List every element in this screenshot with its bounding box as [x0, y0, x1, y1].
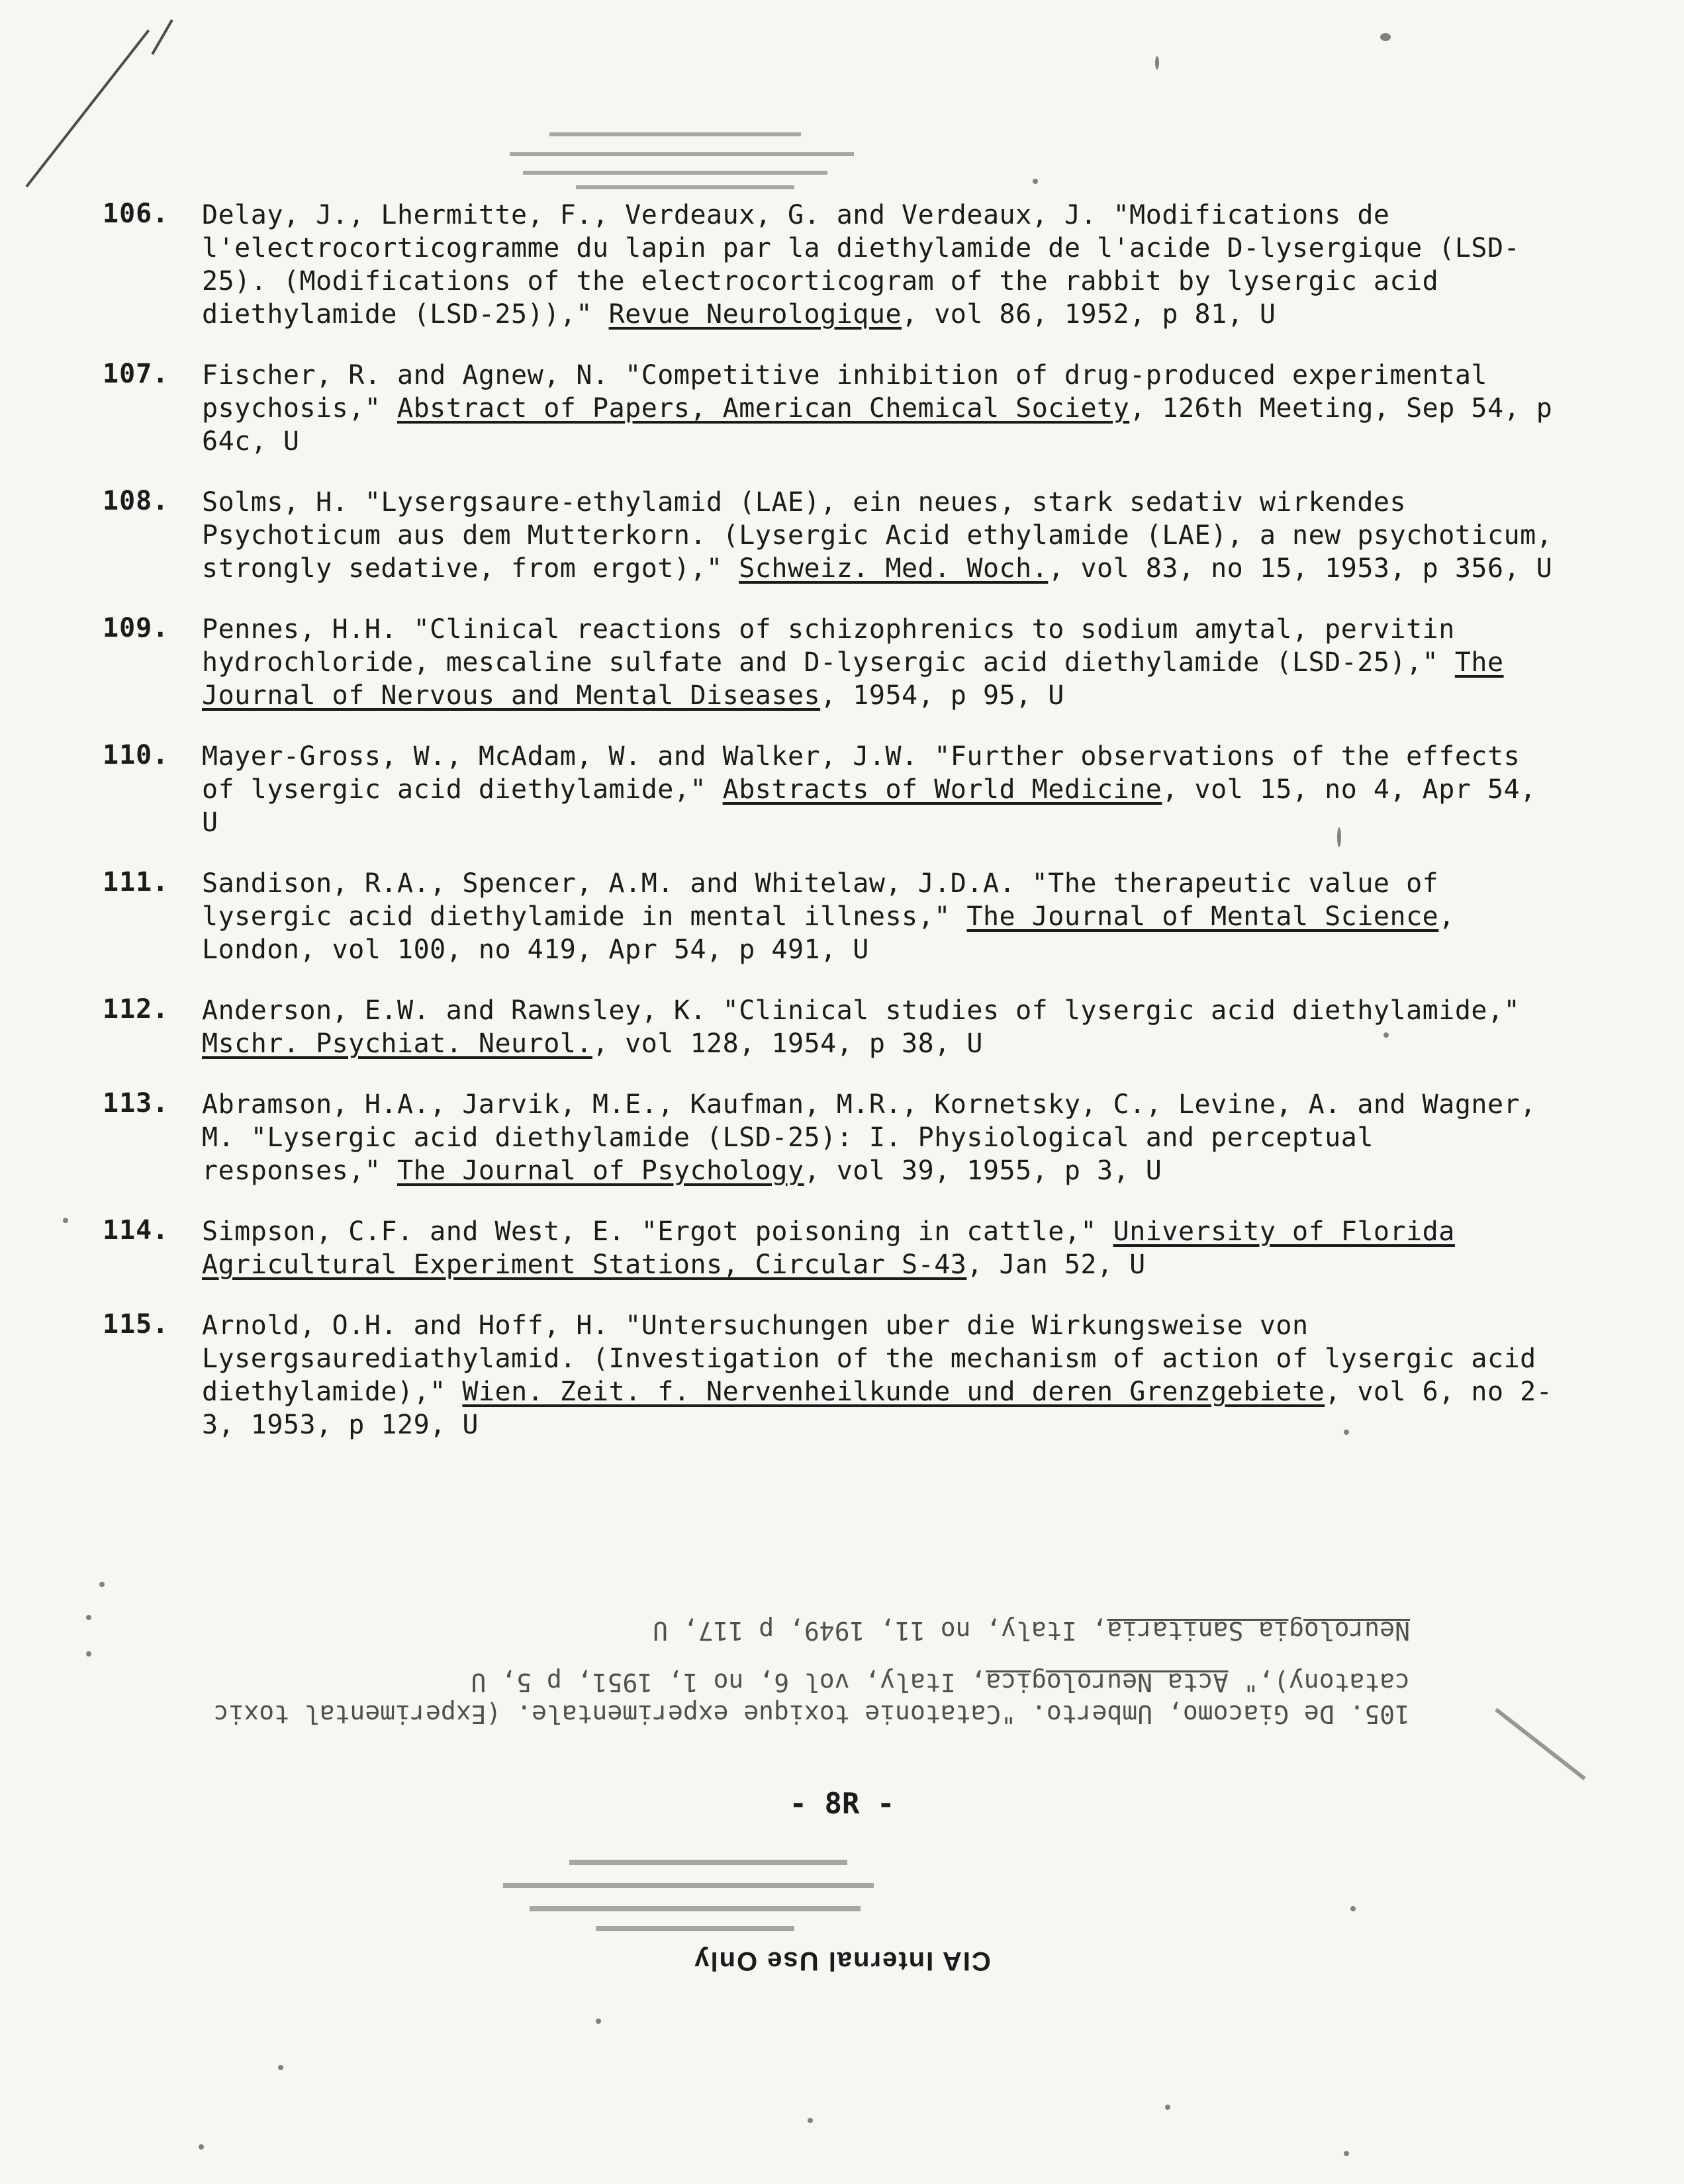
scan-speck — [99, 1582, 105, 1587]
reference-number: 107. — [103, 359, 169, 389]
reference-source: The Journal of Nervous and Mental Diseases — [202, 647, 1504, 711]
reference-item — [103, 994, 1559, 1060]
scan-speck — [1033, 179, 1038, 184]
scan-speck — [86, 1651, 91, 1657]
reference-text: Arnold, O.H. and Hoff, H. "Untersuchungen uber die Wirkungsweise von Lysergsaurediathylamid. (Investigation of the mechanism of action of lysergic acid diethylamide)," Wien. Zeit. f. Nervenheilkunde und deren Grenzgebiete, vol 6, no 2-3, 1953, p 129, U — [202, 1310, 1553, 1440]
reference-list — [103, 199, 1559, 1469]
reference-source: University of Florida Agricultural Experiment Stations, Circular S-43 — [202, 1216, 1455, 1280]
reference-text: Mayer-Gross, W., McAdam, W. and Walker, J.W. "Further observations of the effects of lysergic acid diethylamide," Abstracts of World Medicine, vol 15, no 4, Apr 54, U — [202, 741, 1536, 838]
reference-number: 109. — [103, 613, 169, 643]
reference-source: Schweiz. Med. Woch. — [739, 553, 1049, 584]
scan-speck — [1165, 2105, 1170, 2110]
reference-source: Abstract of Papers, American Chemical Society — [397, 393, 1130, 424]
reference-number: 113. — [103, 1088, 169, 1118]
reference-item — [103, 613, 1559, 712]
reference-source: Revue Neurologique — [608, 299, 902, 330]
reference-item — [103, 740, 1559, 839]
bleed-through-line: Neurologia Sanitaria, Italy, no 11, 1949, p 117, U — [653, 1616, 1410, 1645]
reference-number: 108. — [103, 486, 169, 516]
reference-number: 114. — [103, 1215, 169, 1246]
reference-number: 115. — [103, 1309, 169, 1340]
reference-source: The Journal of Psychology — [397, 1156, 804, 1186]
page-number: - 8R - — [789, 1787, 895, 1821]
reference-source: The Journal of Mental Science — [966, 901, 1439, 932]
reference-number: 106. — [103, 199, 169, 229]
reference-source: Wien. Zeit. f. Nervenheilkunde und deren Grenzgebiete — [462, 1377, 1325, 1407]
classification-marking: CIA Internal Use Only — [693, 1946, 991, 1976]
reference-item — [103, 199, 1559, 331]
bleed-through-text — [152, 1615, 1410, 1730]
scan-speck — [1155, 56, 1159, 69]
scan-speck — [808, 2118, 813, 2123]
reference-item — [103, 359, 1559, 458]
reference-text: Solms, H. "Lysergsaure-ethylamid (LAE), ein neues, stark sedativ wirkendes Psychoticum aus dem Mutterkorn. (Lysergic Acid ethylamide (LAE), a new psychoticum, strongly sedative, from ergot)," Schweiz. Med. Woch., vol 83, no 15, 1953, p 356, U — [202, 487, 1553, 584]
scan-speck — [63, 1218, 68, 1223]
top-stamp-residue — [483, 79, 894, 192]
reference-number: 110. — [103, 740, 169, 770]
reference-number: 111. — [103, 867, 169, 897]
reference-text: Abramson, H.A., Jarvik, M.E., Kaufman, M.R., Kornetsky, C., Levine, A. and Wagner, M. "Lysergic acid diethylamide (LSD-25): I. Physiological and perceptual responses," The Journal of Psychology, vol 39, 1955, p 3, U — [202, 1089, 1536, 1186]
scan-speck — [596, 2019, 601, 2024]
bleed-through-line: 105. De Giacomo, Umberto. "Catatonie toxique experimentale. (Experimental toxic catatony)," Acta Neurologica, Italy, vol 6, no 1, 1951, p 5, U — [213, 1668, 1410, 1729]
reference-item — [103, 486, 1559, 585]
reference-number: 112. — [103, 994, 169, 1024]
reference-item — [103, 1309, 1559, 1441]
reference-text: Sandison, R.A., Spencer, A.M. and Whitelaw, J.D.A. "The therapeutic value of lysergic acid diethylamide in mental illness," The Journal of Mental Science, London, vol 100, no 419, Apr 54, p 491, U — [202, 868, 1455, 965]
reference-item — [103, 867, 1559, 966]
scan-speck — [199, 2144, 204, 2150]
reference-text: Anderson, E.W. and Rawnsley, K. "Clinical studies of lysergic acid diethylamide," Mschr. Psychiat. Neurol., vol 128, 1954, p 38, U — [202, 995, 1520, 1059]
scan-speck — [278, 2065, 283, 2070]
scan-artifact-line — [25, 29, 150, 187]
scan-artifact-line — [151, 19, 173, 55]
reference-source: Abstracts of World Medicine — [722, 774, 1162, 805]
reference-source: Mschr. Psychiat. Neurol. — [202, 1028, 592, 1059]
reference-text: Delay, J., Lhermitte, F., Verdeaux, G. and Verdeaux, J. "Modifications de l'electrocorticogramme du lapin par la diethylamide de l'acide D-lysergique (LSD-25). (Modifications of the electrocorticogram of the rabbit by lysergic acid diethylamide (LSD-25))," Revue Neurologique, vol 86, 1952, p 81, U — [202, 200, 1520, 330]
scan-speck — [1344, 2151, 1349, 2156]
scan-speck — [1350, 1906, 1356, 1911]
reference-text: Pennes, H.H. "Clinical reactions of schizophrenics to sodium amytal, pervitin hydrochloride, mescaline sulfate and D-lysergic acid diethylamide (LSD-25)," The Journal of Nervous and Mental Diseases, 1954, p 95, U — [202, 614, 1504, 711]
reference-text: Simpson, C.F. and West, E. "Ergot poisoning in cattle," University of Florida Agricultural Experiment Stations, Circular S-43, Jan 52, U — [202, 1216, 1455, 1280]
reference-item — [103, 1088, 1559, 1187]
bottom-stamp-residue — [490, 1846, 900, 1939]
reference-text: Fischer, R. and Agnew, N. "Competitive inhibition of drug-produced experimental psychosis," Abstract of Papers, American Chemical Society, 126th Meeting, Sep 54, p 64c, U — [202, 360, 1553, 457]
scan-speck — [1380, 33, 1391, 41]
scan-speck — [86, 1615, 91, 1620]
reference-item — [103, 1215, 1559, 1281]
scan-artifact-line — [1495, 1708, 1586, 1780]
